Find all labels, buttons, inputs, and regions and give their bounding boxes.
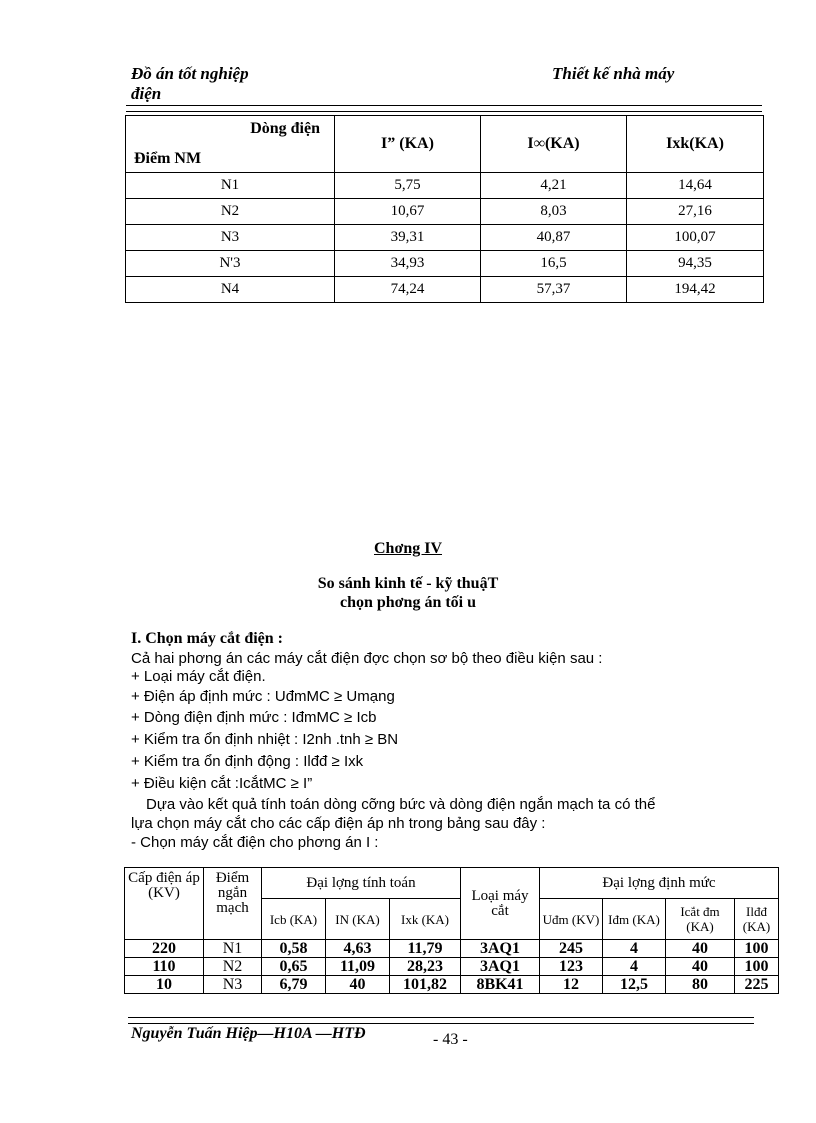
point-cell: N1: [126, 173, 335, 199]
corner-top: Dòng điện: [250, 120, 320, 137]
icat-cell: 40: [666, 940, 735, 958]
idm-cell: 4: [603, 958, 666, 976]
h-point: Điểm ngắn mạch: [204, 868, 262, 940]
udm-cell: 12: [540, 976, 603, 994]
point-cell: N3: [204, 976, 262, 994]
col-iinf-header: I∞(KA): [481, 116, 627, 173]
paragraph-line-1: Dựa vào kết quả tính toán dòng cỡng bức và dòng điện ngắn mạch ta có thể: [146, 796, 656, 813]
iinf-cell: 40,87: [481, 225, 627, 251]
corner-bottom: Điểm NM: [134, 150, 202, 167]
condition-5: + Kiểm tra ổn định động : Ilđđ ≥ Ixk: [131, 753, 364, 770]
i-cell: 34,93: [335, 251, 481, 277]
icat-cell: 80: [666, 976, 735, 994]
table-row: [126, 225, 764, 251]
ixk-cell: 28,23: [390, 958, 461, 976]
voltage-cell: 110: [125, 958, 204, 976]
point-cell: N2: [204, 958, 262, 976]
condition-4: + Kiểm tra ổn định nhiệt : I2nh .tnh ≥ BN: [131, 731, 399, 748]
condition-6: + Điều kiện cắt :IcắtMC ≥ I”: [131, 775, 313, 792]
table-row: [126, 173, 764, 199]
page-number: - 43 -: [433, 1031, 468, 1048]
sub-ixk: Ixk (KA): [390, 899, 461, 940]
point-cell: N2: [126, 199, 335, 225]
idm-cell: 4: [603, 940, 666, 958]
chapter-title: Chơng IV: [374, 540, 442, 557]
point-cell: N'3: [126, 251, 335, 277]
h-rated: Đại lợng định mức: [540, 868, 779, 899]
sub-ildd: Ilđđ (KA): [735, 899, 779, 940]
condition-2: + Điện áp định mức : UđmMC ≥ Umạng: [131, 688, 395, 705]
type-cell: 8BK41: [461, 976, 540, 994]
iinf-cell: 4,21: [481, 173, 627, 199]
in-cell: 11,09: [326, 958, 390, 976]
iinf-cell: 57,37: [481, 277, 627, 303]
iinf-cell: 16,5: [481, 251, 627, 277]
footer-rule: [128, 1017, 754, 1024]
type-cell: 3AQ1: [461, 958, 540, 976]
table-row: [125, 940, 779, 958]
short-circuit-table: [125, 115, 764, 303]
breaker-table: [124, 867, 779, 994]
sub-icat: Icắt đm (KA): [666, 899, 735, 940]
icat-cell: 40: [666, 958, 735, 976]
ixk-cell: 194,42: [627, 277, 764, 303]
h-voltage: Cấp điện áp (KV): [125, 868, 204, 940]
table-row: [125, 976, 779, 994]
header-left-line2: điện: [131, 84, 162, 103]
i-cell: 5,75: [335, 173, 481, 199]
ixk-cell: 27,16: [627, 199, 764, 225]
corner-cell: [126, 116, 335, 173]
ixk-cell: 100,07: [627, 225, 764, 251]
i-cell: 39,31: [335, 225, 481, 251]
voltage-cell: 10: [125, 976, 204, 994]
ildd-cell: 100: [735, 958, 779, 976]
sub-udm: Uđm (KV): [540, 899, 603, 940]
point-cell: N4: [126, 277, 335, 303]
sub-icb: Icb (KA): [262, 899, 326, 940]
type-cell: 3AQ1: [461, 940, 540, 958]
icb-cell: 6,79: [262, 976, 326, 994]
footer-author: Nguyễn Tuấn Hiệp—H10A —HTĐ: [131, 1025, 366, 1042]
col-i-header: I” (KA): [335, 116, 481, 173]
ixk-cell: 11,79: [390, 940, 461, 958]
h-calc: Đại lợng tính toán: [262, 868, 461, 899]
paragraph-line-2: lựa chọn máy cắt cho các cấp điện áp nh trong bảng sau đây :: [131, 815, 546, 832]
sub-idm: Iđm (KA): [603, 899, 666, 940]
table-row: [126, 251, 764, 277]
h-type: Loại máy cắt: [461, 868, 540, 940]
intro-line: Cả hai phơng án các máy cắt điện đợc chọn sơ bộ theo điều kiện sau :: [131, 650, 603, 667]
header-left-line1: Đồ án tốt nghiệp: [131, 64, 249, 83]
ixk-cell: 14,64: [627, 173, 764, 199]
table-row: [126, 199, 764, 225]
point-cell: N3: [126, 225, 335, 251]
header-right: Thiết kế nhà máy: [552, 64, 675, 83]
section-heading: I. Chọn máy cắt điện :: [131, 630, 284, 647]
sub-in: IN (KA): [326, 899, 390, 940]
point-cell: N1: [204, 940, 262, 958]
udm-cell: 123: [540, 958, 603, 976]
table-row: [126, 277, 764, 303]
ildd-cell: 225: [735, 976, 779, 994]
ildd-cell: 100: [735, 940, 779, 958]
col-ixk-header: Ixk(KA): [627, 116, 764, 173]
i-cell: 74,24: [335, 277, 481, 303]
ixk-cell: 94,35: [627, 251, 764, 277]
icb-cell: 0,58: [262, 940, 326, 958]
idm-cell: 12,5: [603, 976, 666, 994]
in-cell: 4,63: [326, 940, 390, 958]
i-cell: 10,67: [335, 199, 481, 225]
iinf-cell: 8,03: [481, 199, 627, 225]
chapter-subtitle-1: So sánh kinh tế - kỹ thuậT: [317, 575, 499, 592]
condition-3: + Dòng điện định mức : IđmMC ≥ Icb: [131, 709, 377, 726]
icb-cell: 0,65: [262, 958, 326, 976]
voltage-cell: 220: [125, 940, 204, 958]
udm-cell: 245: [540, 940, 603, 958]
header-rule: [126, 105, 762, 112]
table-caption: - Chọn máy cắt điện cho phơng án I :: [131, 834, 379, 851]
table-row: [125, 958, 779, 976]
ixk-cell: 101,82: [390, 976, 461, 994]
condition-1: + Loại máy cắt điện.: [131, 668, 266, 685]
in-cell: 40: [326, 976, 390, 994]
chapter-subtitle-2: chọn phơng án tối u: [339, 594, 477, 611]
